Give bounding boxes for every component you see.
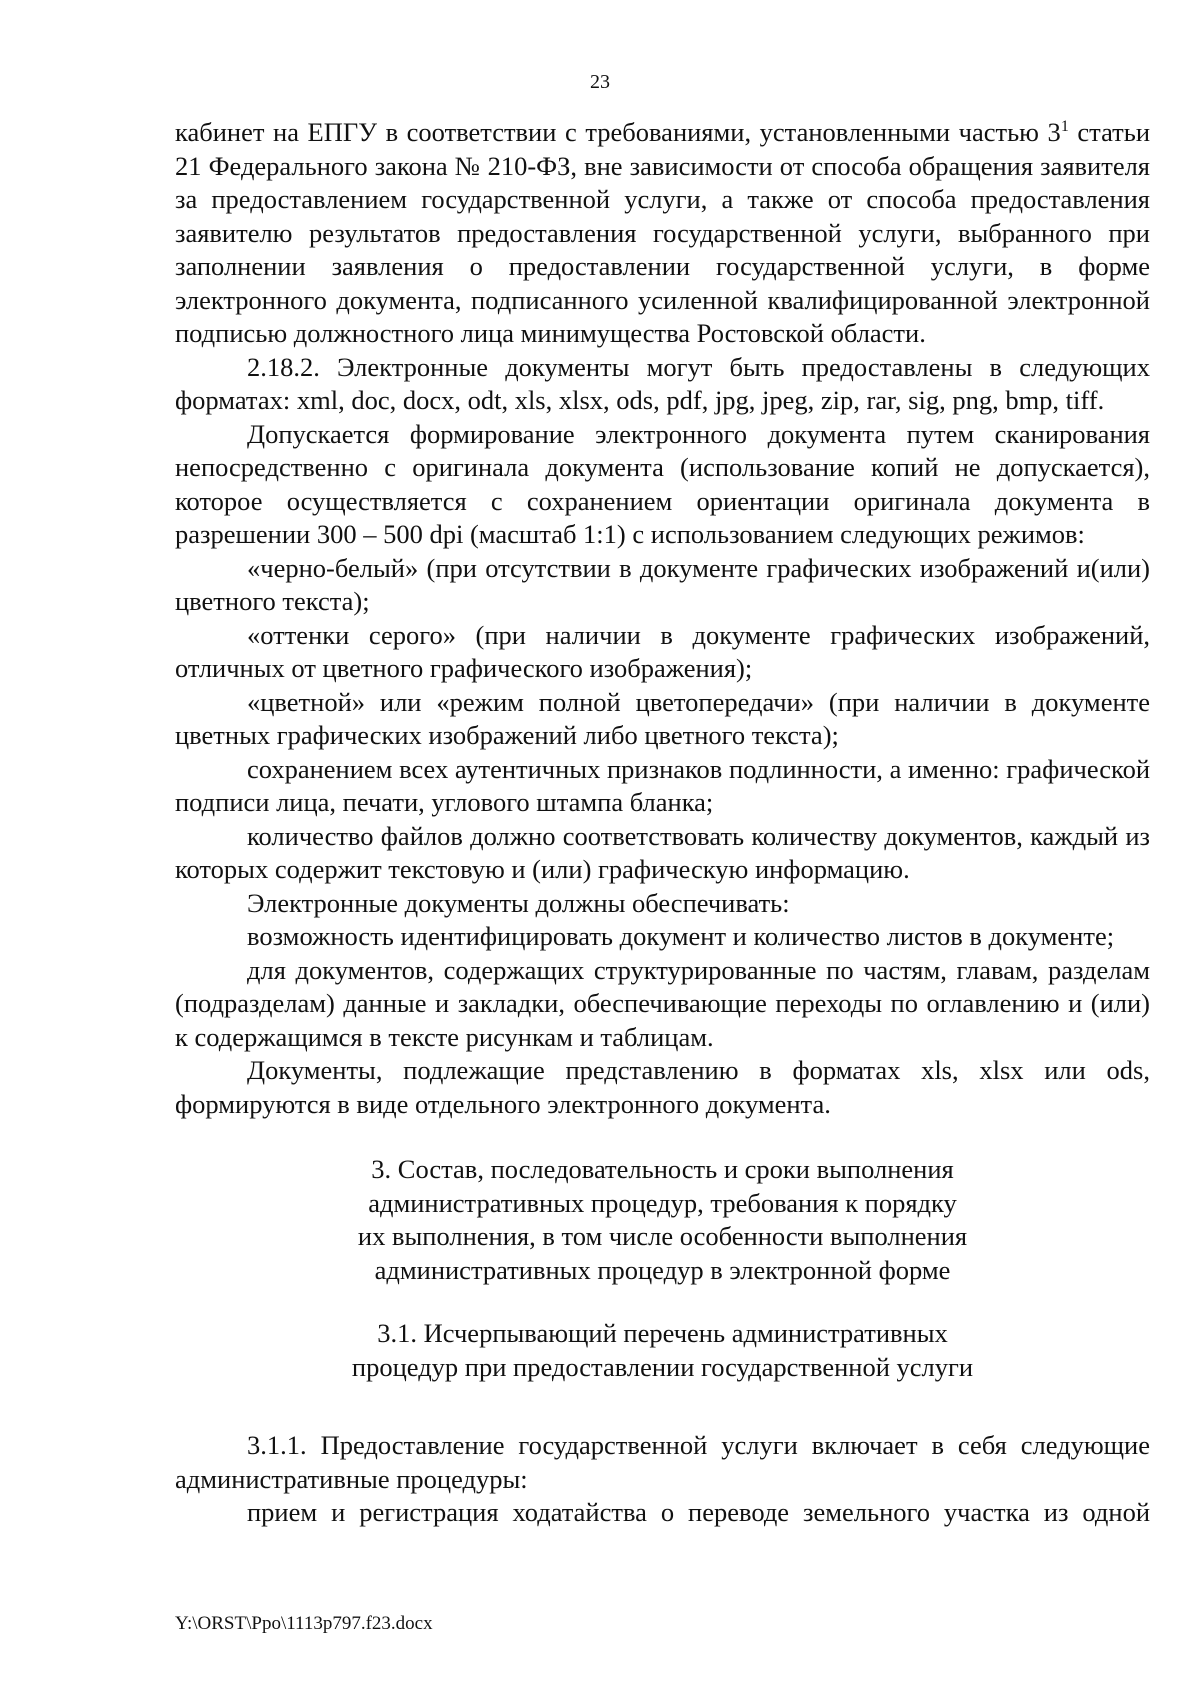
paragraph-reception: прием и регистрация ходатайства о переводе земельного участка из одной [247,1497,1150,1527]
footer-file-path: Y:\ORST\Ppo\1113p797.f23.docx [175,1613,433,1634]
paragraph-scanning: Допускается формирование электронного документа путем сканирования непосредственно с оригинала документа (использование копий не допускается), которое осуществляется с сохранением ориентации оригинала документа в разрешении 300 – 500 dpi (масштаб 1:1) с использованием следующих режимов: [175,418,1150,549]
superscript: 1 [1060,118,1069,135]
paragraph-2-18-2: 2.18.2. Электронные документы могут быть предоставлены в следующих форматах: xml, doc, docx, odt, xls, xlsx, ods, pdf, jpg, jpeg, zip, rar, sig, png, bmp, tiff. [175,351,1150,415]
heading-line: административных процедур, требования к порядку [368,1187,957,1218]
document-body [175,116,1150,1530]
heading-line: административных процедур в электронной форме [374,1254,951,1285]
paragraph-text: статьи 21 Федерального закона № 210-ФЗ, вне зависимости от способа обращения заявителя за предоставлением государственной услуги, а также от способа предоставления заявителю результатов предоставления государственной услуги, выбранного при заполнении заявления о предоставлении государственной услуги, в форме электронного документа, подписанного усиленной квалифицированной электронной подписью должностного лица минимущества Ростовской области. [175,117,1150,348]
paragraph-file-count: количество файлов должно соответствовать количеству документов, каждый из которых содержит текстовую и (или) графическую информацию. [175,820,1150,884]
section-heading-3-1 [175,1317,1150,1384]
paragraph-mode-gray: «оттенки серого» (при наличии в документе графических изображений, отличных от цветного графического изображения); [175,619,1150,683]
heading-line: 3.1. Исчерпывающий перечень административных [377,1318,948,1348]
heading-line: процедур при предоставлении государственной услуги [351,1351,974,1382]
paragraph-must-provide: Электронные документы должны обеспечивать: [247,887,790,918]
heading-line: 3. Состав, последовательность и сроки выполнения [371,1154,954,1184]
heading-line: их выполнения, в том числе особенности выполнения [357,1221,968,1251]
paragraph-3-1-1: 3.1.1. Предоставление государственной услуги включает в себя следующие административные процедуры: [175,1430,1150,1494]
page-number: 23 [590,71,610,93]
paragraph-ebpgu-cabinet [175,116,1150,351]
paragraph-identify: возможность идентифицировать документ и количество листов в документе; [247,921,1115,951]
paragraph-spreadsheets: Документы, подлежащие представлению в форматах xls, xlsx или ods, формируются в виде отдельного электронного документа. [175,1055,1150,1119]
paragraph-text: кабинет на ЕПГУ в соответствии с требованиями, установленными частью 3 [175,117,1061,147]
paragraph-authenticity: сохранением всех аутентичных признаков подлинности, а именно: графической подписи лица, печати, углового штампа бланка; [175,753,1150,817]
section-heading-3 [175,1153,1150,1287]
paragraph-mode-color: «цветной» или «режим полной цветопередачи» (при наличии в документе цветных графических изображений либо цветного текста); [175,686,1150,750]
paragraph-structured: для документов, содержащих структурированные по частям, главам, разделам (подразделам) данные и закладки, обеспечивающие переходы по оглавлению и (или) к содержащимся в тексте рисункам и таблицам. [175,954,1150,1052]
paragraph-mode-bw: «черно-белый» (при отсутствии в документе графических изображений и(или) цветного текста); [175,552,1150,616]
